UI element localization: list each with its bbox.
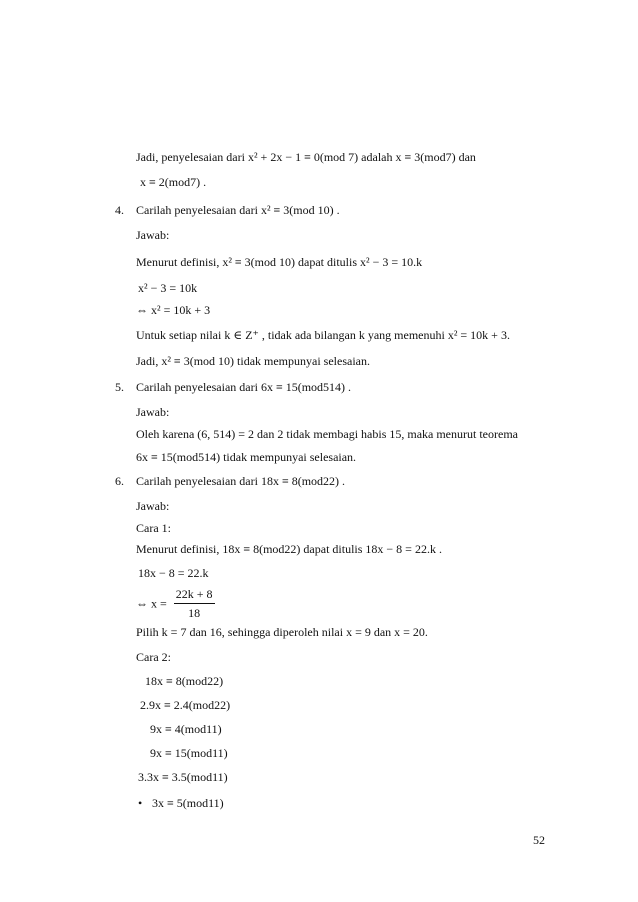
text-line: Carilah penyelesaian dari 6x ≡ 15(mod514) . [136,380,352,394]
text-line: Jadi, x² ≡ 3(mod 10) tidak mempunyai selesaian. [136,354,370,368]
text-line: 9x ≡ 4(mod11) [150,722,222,736]
bullet-line [138,796,224,810]
text-line: ⇔ x = [136,596,167,611]
text-line: Jadi, penyelesaian dari x² + 2x − 1 ≡ 0(mod 7) adalah x ≡ 3(mod7) dan [136,150,476,164]
text-line: Pilih k = 7 dan 16, sehingga diperoleh nilai x = 9 dan x = 20. [136,625,428,639]
page-number: 52 [533,833,545,847]
text-line: x ≡ 2(mod7) . [140,175,207,189]
text-line: Menurut definisi, x² ≡ 3(mod 10) dapat ditulis x² − 3 = 10.k [136,255,423,269]
item-number: 4. [115,203,124,217]
text-line: 6x ≡ 15(mod514) tidak mempunyai selesaian. [136,450,357,464]
text-line: 18x − 8 = 22.k [138,566,209,580]
text-line: Jawab: [136,499,170,513]
text-line: 2.9x ≡ 2.4(mod22) [140,698,231,712]
item-number: 6. [115,474,124,488]
text-line: 18x ≡ 8(mod22) [145,674,224,688]
text-line: Oleh karena (6, 514) = 2 dan 2 tidak membagi habis 15, maka menurut teorema [136,427,518,441]
fraction-numerator: 22k + 8 [174,586,215,604]
text-line: Jawab: [136,405,170,419]
text-line: 9x ≡ 15(mod11) [150,746,228,760]
text-line: Carilah penyelesaian dari 18x ≡ 8(mod22) . [136,474,346,488]
fraction-line [136,586,215,621]
text-line: Jawab: [136,228,170,242]
fraction-denominator: 18 [188,606,201,620]
text-line: Cara 1: [136,521,171,535]
text-line: 3.3x ≡ 3.5(mod11) [138,770,228,784]
text-line: 3x ≡ 5(mod11) [152,796,224,810]
fraction [174,586,215,621]
text-line: Carilah penyelesaian dari x² ≡ 3(mod 10) . [136,203,340,217]
item-number: 5. [115,380,124,394]
text-line: Cara 2: [136,650,171,664]
text-line: ⇔ x² = 10k + 3 [136,303,211,317]
text-line: x² − 3 = 10k [138,281,198,295]
bullet-icon: • [138,796,143,810]
text-line: Menurut definisi, 18x ≡ 8(mod22) dapat ditulis 18x − 8 = 22.k . [136,542,442,556]
text-line: Untuk setiap nilai k ∈ Z⁺ , tidak ada bilangan k yang memenuhi x² = 10k + 3. [136,328,510,342]
